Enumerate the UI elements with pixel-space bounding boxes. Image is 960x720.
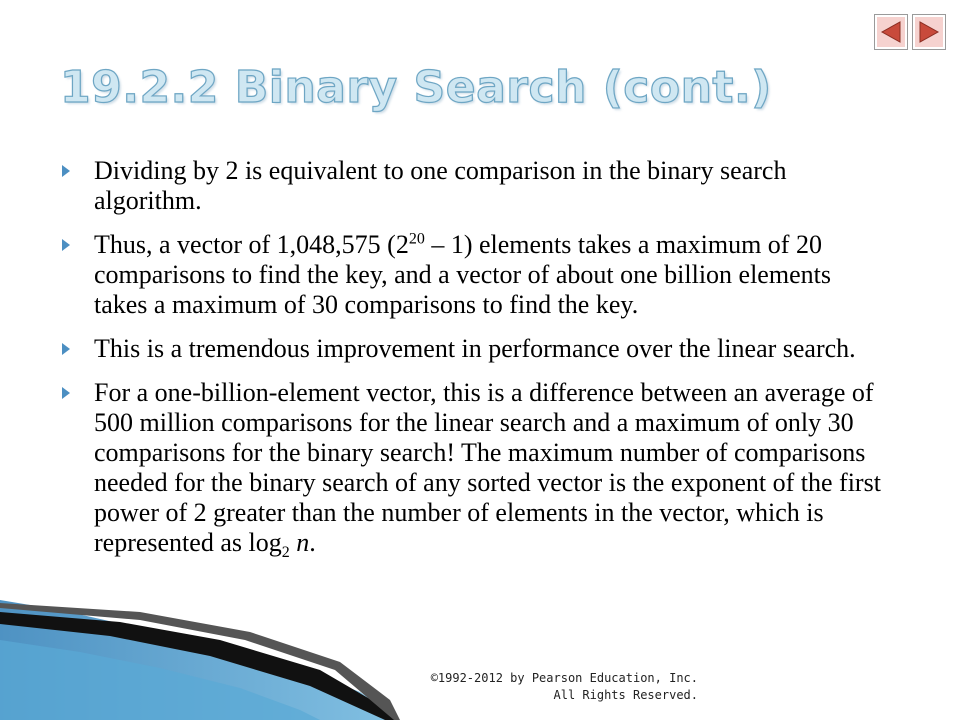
rights-line: All Rights Reserved.	[553, 688, 698, 702]
subscript: 2	[281, 544, 290, 562]
bullet-text	[94, 378, 881, 562]
bullet-arrow-icon	[62, 387, 70, 399]
bullet-text-part: .	[309, 528, 316, 557]
slide-title: 19.2.2 Binary Search (cont.)	[60, 62, 772, 113]
bullet-list	[58, 156, 888, 572]
triangle-right-icon	[918, 20, 940, 44]
bullet-item	[58, 230, 888, 320]
previous-slide-button[interactable]	[874, 14, 908, 50]
bullet-arrow-icon	[62, 165, 70, 177]
bullet-text: Dividing by 2 is equivalent to one comparison in the binary search algorithm.	[94, 156, 787, 215]
bullet-text-part: Thus, a vector of 1,048,575 (2	[94, 230, 409, 259]
copyright-footer	[431, 670, 698, 704]
bullet-text	[94, 230, 831, 319]
triangle-left-icon	[880, 20, 902, 44]
bullet-text-part: – 1) elements takes a maximum of 20 comparisons to find the key, and a vector of about one billion elements takes a maximum of 30 comparisons to find the key.	[94, 230, 831, 319]
bullet-item	[58, 378, 888, 562]
bullet-arrow-icon	[62, 239, 70, 251]
bullet-text-part: For a one-billion-element vector, this is a difference between an average of 500 million comparisons for the linear search and a maximum of only 30 comparisons for the binary search! The maximum number of comparisons needed for the binary search of any sorted vector is the exponent of the first power of 2 greater than the number of elements in the vector, which is represented as log	[94, 378, 881, 557]
superscript: 20	[408, 230, 425, 248]
bullet-arrow-icon	[62, 343, 70, 355]
next-slide-button[interactable]	[912, 14, 946, 50]
bullet-item	[58, 156, 888, 216]
bullet-item	[58, 334, 888, 364]
copyright-line: ©1992-2012 by Pearson Education, Inc.	[430, 671, 698, 685]
variable-n: n	[296, 528, 310, 557]
bullet-text: This is a tremendous improvement in performance over the linear search.	[94, 334, 856, 363]
slide-navigation	[874, 14, 946, 50]
